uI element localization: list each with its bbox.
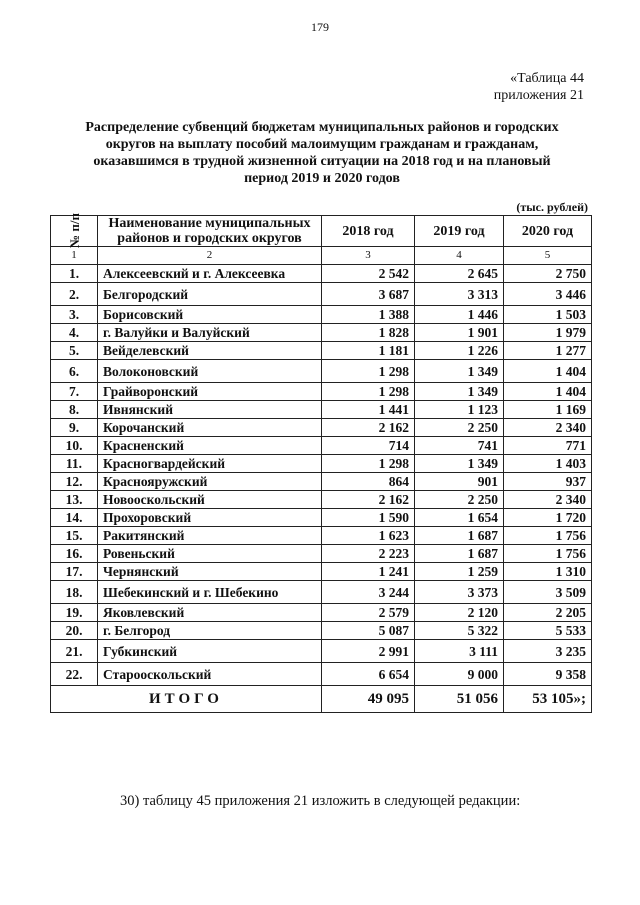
row-2020: 1 503 [504,306,592,324]
row-2018: 1 828 [322,324,415,342]
row-2019: 2 120 [415,604,504,622]
header-2019: 2019 год [415,216,504,247]
row-2018: 6 654 [322,663,415,686]
row-2019: 1 349 [415,455,504,473]
row-2020: 3 509 [504,581,592,604]
row-2018: 1 298 [322,455,415,473]
table-body [51,265,592,686]
row-2020: 3 446 [504,283,592,306]
table-row [51,622,592,640]
header-2018: 2018 год [322,216,415,247]
table-row [51,545,592,563]
table-reference [494,70,584,104]
row-number: 10. [51,437,98,455]
table-ref-line: «Таблица 44 [510,71,584,86]
row-2020: 9 358 [504,663,592,686]
header-number: № п/п [51,216,98,247]
row-2018: 2 162 [322,491,415,509]
row-number: 18. [51,581,98,604]
table-row [51,383,592,401]
total-2019: 51 056 [415,686,504,713]
row-2019: 2 645 [415,265,504,283]
table-row [51,324,592,342]
row-2020: 2 340 [504,491,592,509]
column-index-row [51,247,592,265]
row-2018: 1 590 [322,509,415,527]
row-number: 17. [51,563,98,581]
column-index: 5 [504,247,592,265]
total-2020: 53 105»; [504,686,592,713]
row-2018: 3 687 [322,283,415,306]
row-2018: 1 298 [322,360,415,383]
row-2019: 2 250 [415,491,504,509]
row-name: Алексеевский и г. Алексеевка [98,265,322,283]
row-2018: 1 241 [322,563,415,581]
row-2020: 5 533 [504,622,592,640]
row-2018: 5 087 [322,622,415,640]
row-number: 22. [51,663,98,686]
row-name: Шебекинский и г. Шебекино [98,581,322,604]
total-label: ИТОГО [51,686,322,713]
row-number: 19. [51,604,98,622]
row-name: Яковлевский [98,604,322,622]
column-index: 2 [98,247,322,265]
row-2020: 771 [504,437,592,455]
row-2018: 3 244 [322,581,415,604]
table-row [51,265,592,283]
row-name: Ровеньский [98,545,322,563]
row-2018: 1 298 [322,383,415,401]
row-number: 6. [51,360,98,383]
row-number: 1. [51,265,98,283]
row-name: Белгородский [98,283,322,306]
row-number: 8. [51,401,98,419]
total-2018: 49 095 [322,686,415,713]
table-row [51,455,592,473]
row-name: Чернянский [98,563,322,581]
row-name: Красненский [98,437,322,455]
row-2020: 3 235 [504,640,592,663]
row-2019: 1 687 [415,527,504,545]
row-2019: 3 111 [415,640,504,663]
row-number: 3. [51,306,98,324]
row-2019: 3 373 [415,581,504,604]
row-2020: 1 979 [504,324,592,342]
row-2019: 1 687 [415,545,504,563]
row-2020: 1 756 [504,545,592,563]
title-line: Распределение субвенций бюджетам муниципальных районов и городских [85,120,559,135]
row-number: 4. [51,324,98,342]
row-name: Ивнянский [98,401,322,419]
row-2019: 1 349 [415,360,504,383]
row-2020: 1 403 [504,455,592,473]
table-row [51,509,592,527]
row-number: 14. [51,509,98,527]
row-2019: 1 123 [415,401,504,419]
header-name: Наименование муниципальных районов и городских округов [98,216,322,247]
row-2018: 864 [322,473,415,491]
row-2019: 1 226 [415,342,504,360]
table-ref-line: приложения 21 [493,88,584,103]
column-index: 4 [415,247,504,265]
header-2020: 2020 год [504,216,592,247]
row-number: 20. [51,622,98,640]
title-line: оказавшимся в трудной жизненной ситуации на 2018 год и на плановый [93,154,551,169]
table-row [51,342,592,360]
row-name: Вейделевский [98,342,322,360]
row-2018: 2 223 [322,545,415,563]
row-number: 5. [51,342,98,360]
table-row [51,491,592,509]
row-2020: 1 404 [504,360,592,383]
footer-text: 30) таблицу 45 приложения 21 изложить в следующей редакции: [120,793,521,809]
row-name: Старооскольский [98,663,322,686]
table-row [51,306,592,324]
table-row [51,473,592,491]
title-line: период 2019 и 2020 годов [244,171,400,186]
row-2020: 1 310 [504,563,592,581]
column-index: 3 [322,247,415,265]
row-number: 7. [51,383,98,401]
row-2020: 937 [504,473,592,491]
row-2018: 714 [322,437,415,455]
table-row [51,283,592,306]
table-row [51,581,592,604]
row-2019: 741 [415,437,504,455]
row-2020: 1 756 [504,527,592,545]
row-name: Ракитянский [98,527,322,545]
table-row [51,527,592,545]
table-row [51,419,592,437]
units-note: (тыс. рублей) [516,200,588,214]
row-number: 13. [51,491,98,509]
row-2018: 1 623 [322,527,415,545]
row-2018: 2 991 [322,640,415,663]
row-2020: 2 205 [504,604,592,622]
row-name: Красногвардейский [98,455,322,473]
table-row [51,401,592,419]
row-number: 15. [51,527,98,545]
row-2019: 1 901 [415,324,504,342]
row-2019: 1 446 [415,306,504,324]
row-name: Грайворонский [98,383,322,401]
row-name: Борисовский [98,306,322,324]
row-2019: 9 000 [415,663,504,686]
table-row [51,437,592,455]
row-name: Краснояружский [98,473,322,491]
table-header-row [51,216,592,247]
table-row [51,640,592,663]
page-number: 179 [311,20,329,34]
grant-distribution-table [50,215,592,713]
row-name: Прохоровский [98,509,322,527]
row-2018: 2 542 [322,265,415,283]
row-name: Корочанский [98,419,322,437]
column-index: 1 [51,247,98,265]
row-2019: 1 654 [415,509,504,527]
row-2019: 5 322 [415,622,504,640]
row-2020: 1 720 [504,509,592,527]
row-number: 11. [51,455,98,473]
row-name: Губкинский [98,640,322,663]
document-title [56,119,588,187]
row-2020: 1 169 [504,401,592,419]
table-row [51,360,592,383]
table-row [51,663,592,686]
row-2019: 1 349 [415,383,504,401]
table-row [51,604,592,622]
row-2019: 2 250 [415,419,504,437]
row-name: Новооскольский [98,491,322,509]
row-name: г. Белгород [98,622,322,640]
row-2018: 1 181 [322,342,415,360]
row-2020: 1 404 [504,383,592,401]
row-2020: 2 750 [504,265,592,283]
row-name: Волоконовский [98,360,322,383]
row-number: 21. [51,640,98,663]
row-2020: 2 340 [504,419,592,437]
title-line: округов на выплату пособий малоимущим гражданам и гражданам, [105,137,539,152]
row-number: 16. [51,545,98,563]
row-number: 9. [51,419,98,437]
total-row [51,686,592,713]
row-2018: 1 441 [322,401,415,419]
row-2019: 1 259 [415,563,504,581]
row-2019: 901 [415,473,504,491]
row-2019: 3 313 [415,283,504,306]
row-2018: 2 579 [322,604,415,622]
row-2018: 2 162 [322,419,415,437]
row-name: г. Валуйки и Валуйский [98,324,322,342]
row-2018: 1 388 [322,306,415,324]
table-row [51,563,592,581]
row-number: 2. [51,283,98,306]
row-2020: 1 277 [504,342,592,360]
row-number: 12. [51,473,98,491]
